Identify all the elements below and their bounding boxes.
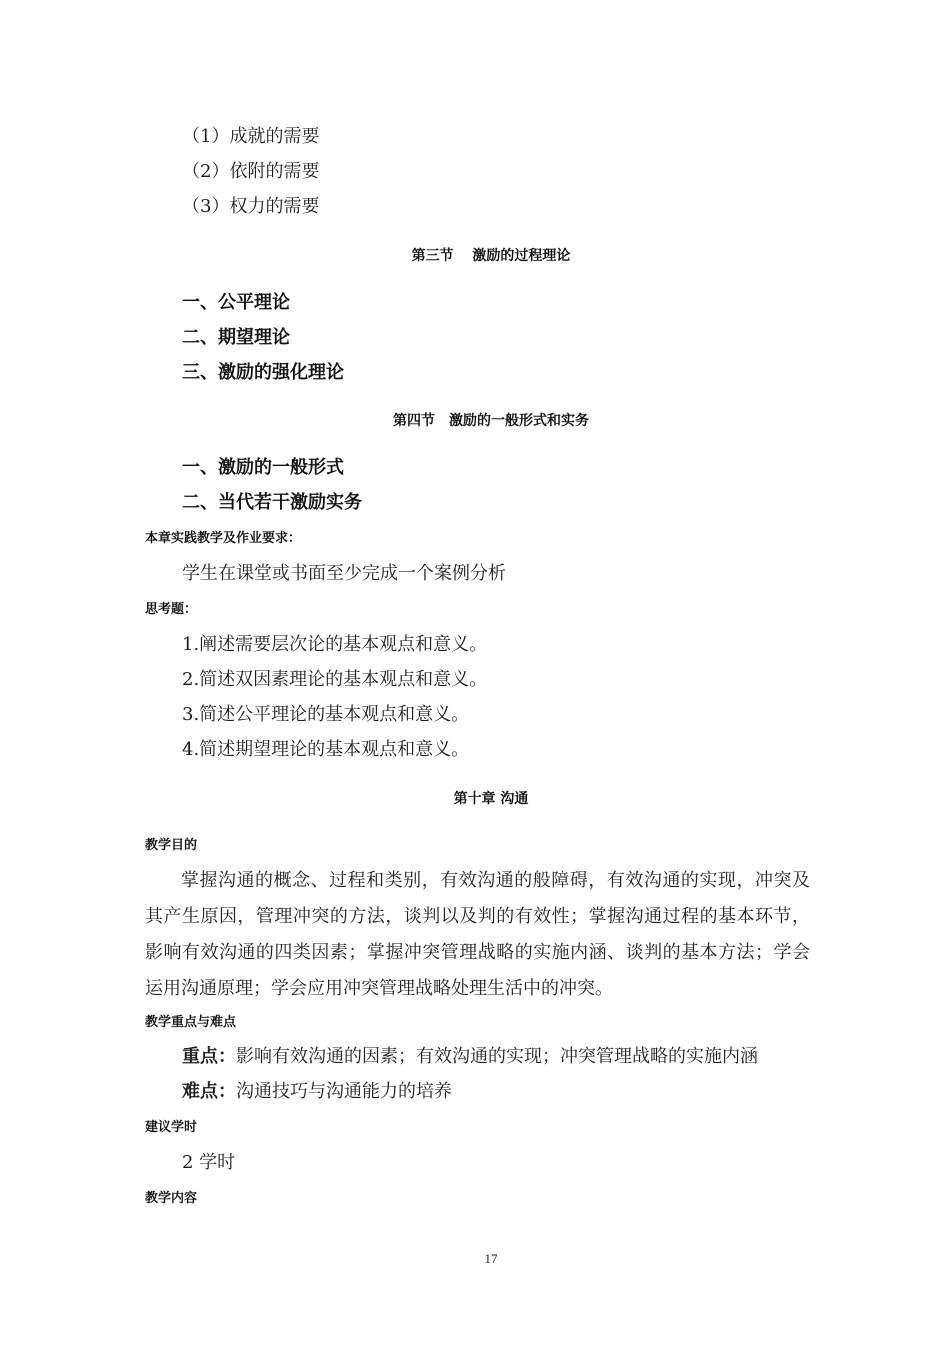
practice-text: 学生在课堂或书面至少完成一个案例分析 [182,563,506,584]
key-points-heading: 教学重点与难点 [145,1015,237,1030]
section-3-item-expectancy-theory: 二、期望理论 [182,327,290,348]
page-number: 17 [484,1251,498,1266]
content-heading: 教学内容 [145,1191,198,1206]
difficulty-label: 难点： [182,1081,236,1102]
section-4-title: 第四节 激励的一般形式和实务 [393,413,589,429]
list-item-power-need: （3）权力的需要 [182,196,320,217]
objective-heading: 教学目的 [145,838,198,853]
hours-heading: 建议学时 [145,1120,198,1135]
key-points-label: 重点： [182,1046,236,1067]
section-4-item-contemporary-practices: 二、当代若干激励实务 [182,492,362,513]
chapter-10-title: 第十章 沟通 [453,791,529,807]
section-3-item-reinforcement-theory: 三、激励的强化理论 [182,362,344,383]
questions-heading: 思考题： [145,602,198,617]
key-points-text: 影响有效沟通的因素；有效沟通的实现；冲突管理战略的实施内涵 [236,1046,758,1067]
section-4-item-general-forms: 一、激励的一般形式 [182,457,344,478]
objective-paragraph: 掌握沟通的概念、过程和类别，有效沟通的般障碍，有效沟通的实现，冲突及其产生原因，管理冲突的方法，谈判以及判的有效性；掌握沟通过程的基本环节，影响有效沟通的四类因素；掌握冲突管理战略的实施内涵、谈判的基本方法；学会运用沟通原理；学会应用冲突管理战略处理生活中的冲突。 [145,870,810,999]
section-3-title: 第三节 激励的过程理论 [411,248,571,264]
list-item-affiliation-need: （2）依附的需要 [182,161,320,182]
question-item-1: 1.阐述需要层次论的基本观点和意义。 [182,634,488,655]
question-item-4: 4.简述期望理论的基本观点和意义。 [182,739,470,760]
list-item-achievement-need: （1）成就的需要 [182,126,320,147]
question-item-2: 2.简述双因素理论的基本观点和意义。 [182,669,488,690]
question-item-3: 3.简述公平理论的基本观点和意义。 [182,704,470,725]
key-points-line [182,1048,758,1066]
hours-text: 2 学时 [182,1152,236,1173]
section-3-item-equity-theory: 一、公平理论 [182,292,290,313]
difficulty-text: 沟通技巧与沟通能力的培养 [236,1081,452,1102]
difficulty-line [182,1083,452,1101]
practice-heading: 本章实践教学及作业要求： [145,531,302,546]
